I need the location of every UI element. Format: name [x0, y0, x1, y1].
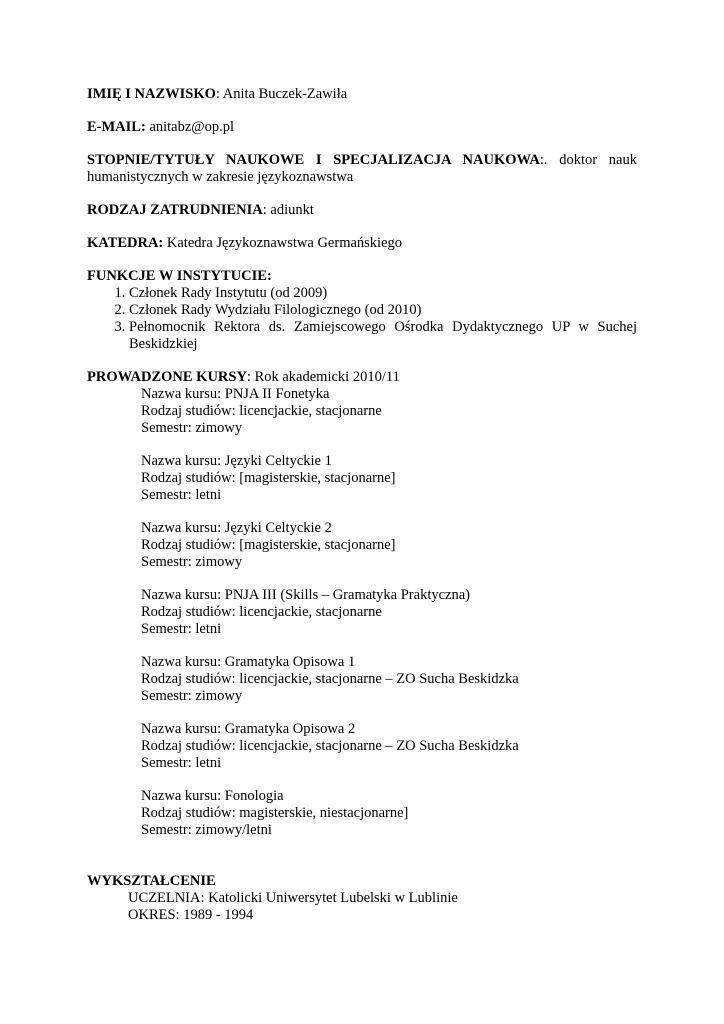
course-entry — [141, 386, 637, 437]
course-entry — [141, 453, 637, 504]
employment-line — [87, 202, 637, 219]
course-entry — [141, 520, 637, 571]
course-type: Rodzaj studiów: licencjackie, stacjonarne – ZO Sucha Beskidzka — [141, 671, 519, 687]
course-entry — [141, 654, 637, 705]
course-semester: Semestr: zimowy — [141, 420, 243, 436]
education-university: UCZELNIA: Katolicki Uniwersytet Lubelski w Lublinie — [128, 890, 458, 906]
course-semester: Semestr: letni — [141, 621, 222, 637]
course-type: Rodzaj studiów: [magisterskie, stacjonarne] — [141, 537, 396, 553]
functions-section — [87, 268, 637, 353]
courses-section — [87, 369, 637, 839]
course-type: Rodzaj studiów: licencjackie, stacjonarne — [141, 604, 382, 620]
name-label: IMIĘ I NAZWISKO — [87, 86, 216, 102]
document-page — [87, 86, 637, 924]
course-semester: Semestr: zimowy — [141, 554, 243, 570]
email-line — [87, 119, 637, 136]
course-semester: Semestr: zimowy/letni — [141, 822, 272, 838]
course-name: Nazwa kursu: PNJA III (Skills – Gramatyka Praktyczna) — [141, 587, 470, 603]
courses-label: PROWADZONE KURSY — [87, 369, 247, 385]
course-name: Nazwa kursu: Fonologia — [141, 788, 284, 804]
course-type: Rodzaj studiów: licencjackie, stacjonarne — [141, 403, 382, 419]
name-line — [87, 86, 637, 103]
course-semester: Semestr: zimowy — [141, 688, 243, 704]
degrees-value: :. doktor nauk humanistycznych w zakresie językoznawstwa — [87, 152, 637, 185]
course-entry — [141, 788, 637, 839]
course-name: Nazwa kursu: Gramatyka Opisowa 1 — [141, 654, 356, 670]
department-line — [87, 235, 637, 252]
course-name: Nazwa kursu: Gramatyka Opisowa 2 — [141, 721, 356, 737]
email-label: E-MAIL: — [87, 119, 146, 135]
course-type: Rodzaj studiów: magisterskie, niestacjonarne] — [141, 805, 409, 821]
course-semester: Semestr: letni — [141, 487, 222, 503]
employment-value: : adiunkt — [262, 202, 314, 218]
education-section — [87, 873, 637, 924]
education-period: OKRES: 1989 - 1994 — [128, 907, 254, 923]
education-label: WYKSZTAŁCENIE — [87, 873, 216, 889]
courses-year: : Rok akademicki 2010/11 — [246, 369, 400, 385]
courses-heading — [87, 369, 637, 386]
department-label: KATEDRA: — [87, 235, 164, 251]
function-item: 1. Członek Rady Instytutu (od 2009) — [129, 285, 637, 302]
function-item: 2. Członek Rady Wydziału Filologicznego (od 2010) — [129, 302, 637, 319]
course-name: Nazwa kursu: PNJA II Fonetyka — [141, 386, 330, 402]
function-item: 3. Pełnomocnik Rektora ds. Zamiejscowego Ośrodka Dydaktycznego UP w Suchej Beskidzkiej — [129, 319, 637, 353]
course-type: Rodzaj studiów: licencjackie, stacjonarne – ZO Sucha Beskidzka — [141, 738, 519, 754]
education-body — [128, 890, 637, 924]
degrees-label: STOPNIE/TYTUŁY NAUKOWE I SPECJALIZACJA NAUKOWA — [87, 152, 540, 168]
department-value: Katedra Językoznawstwa Germańskiego — [163, 235, 403, 251]
course-type: Rodzaj studiów: [magisterskie, stacjonarne] — [141, 470, 396, 486]
employment-label: RODZAJ ZATRUDNIENIA — [87, 202, 263, 218]
email-value: anitabz@op.pl — [145, 119, 235, 135]
course-name: Nazwa kursu: Języki Celtyckie 1 — [141, 453, 332, 469]
functions-label: FUNKCJE W INSTYTUCIE: — [87, 268, 272, 284]
course-semester: Semestr: letni — [141, 755, 222, 771]
course-entry — [141, 587, 637, 638]
degrees-line — [87, 152, 637, 186]
functions-list — [87, 285, 637, 353]
course-entry — [141, 721, 637, 772]
name-value: : Anita Buczek-Zawiła — [215, 86, 348, 102]
course-name: Nazwa kursu: Języki Celtyckie 2 — [141, 520, 332, 536]
